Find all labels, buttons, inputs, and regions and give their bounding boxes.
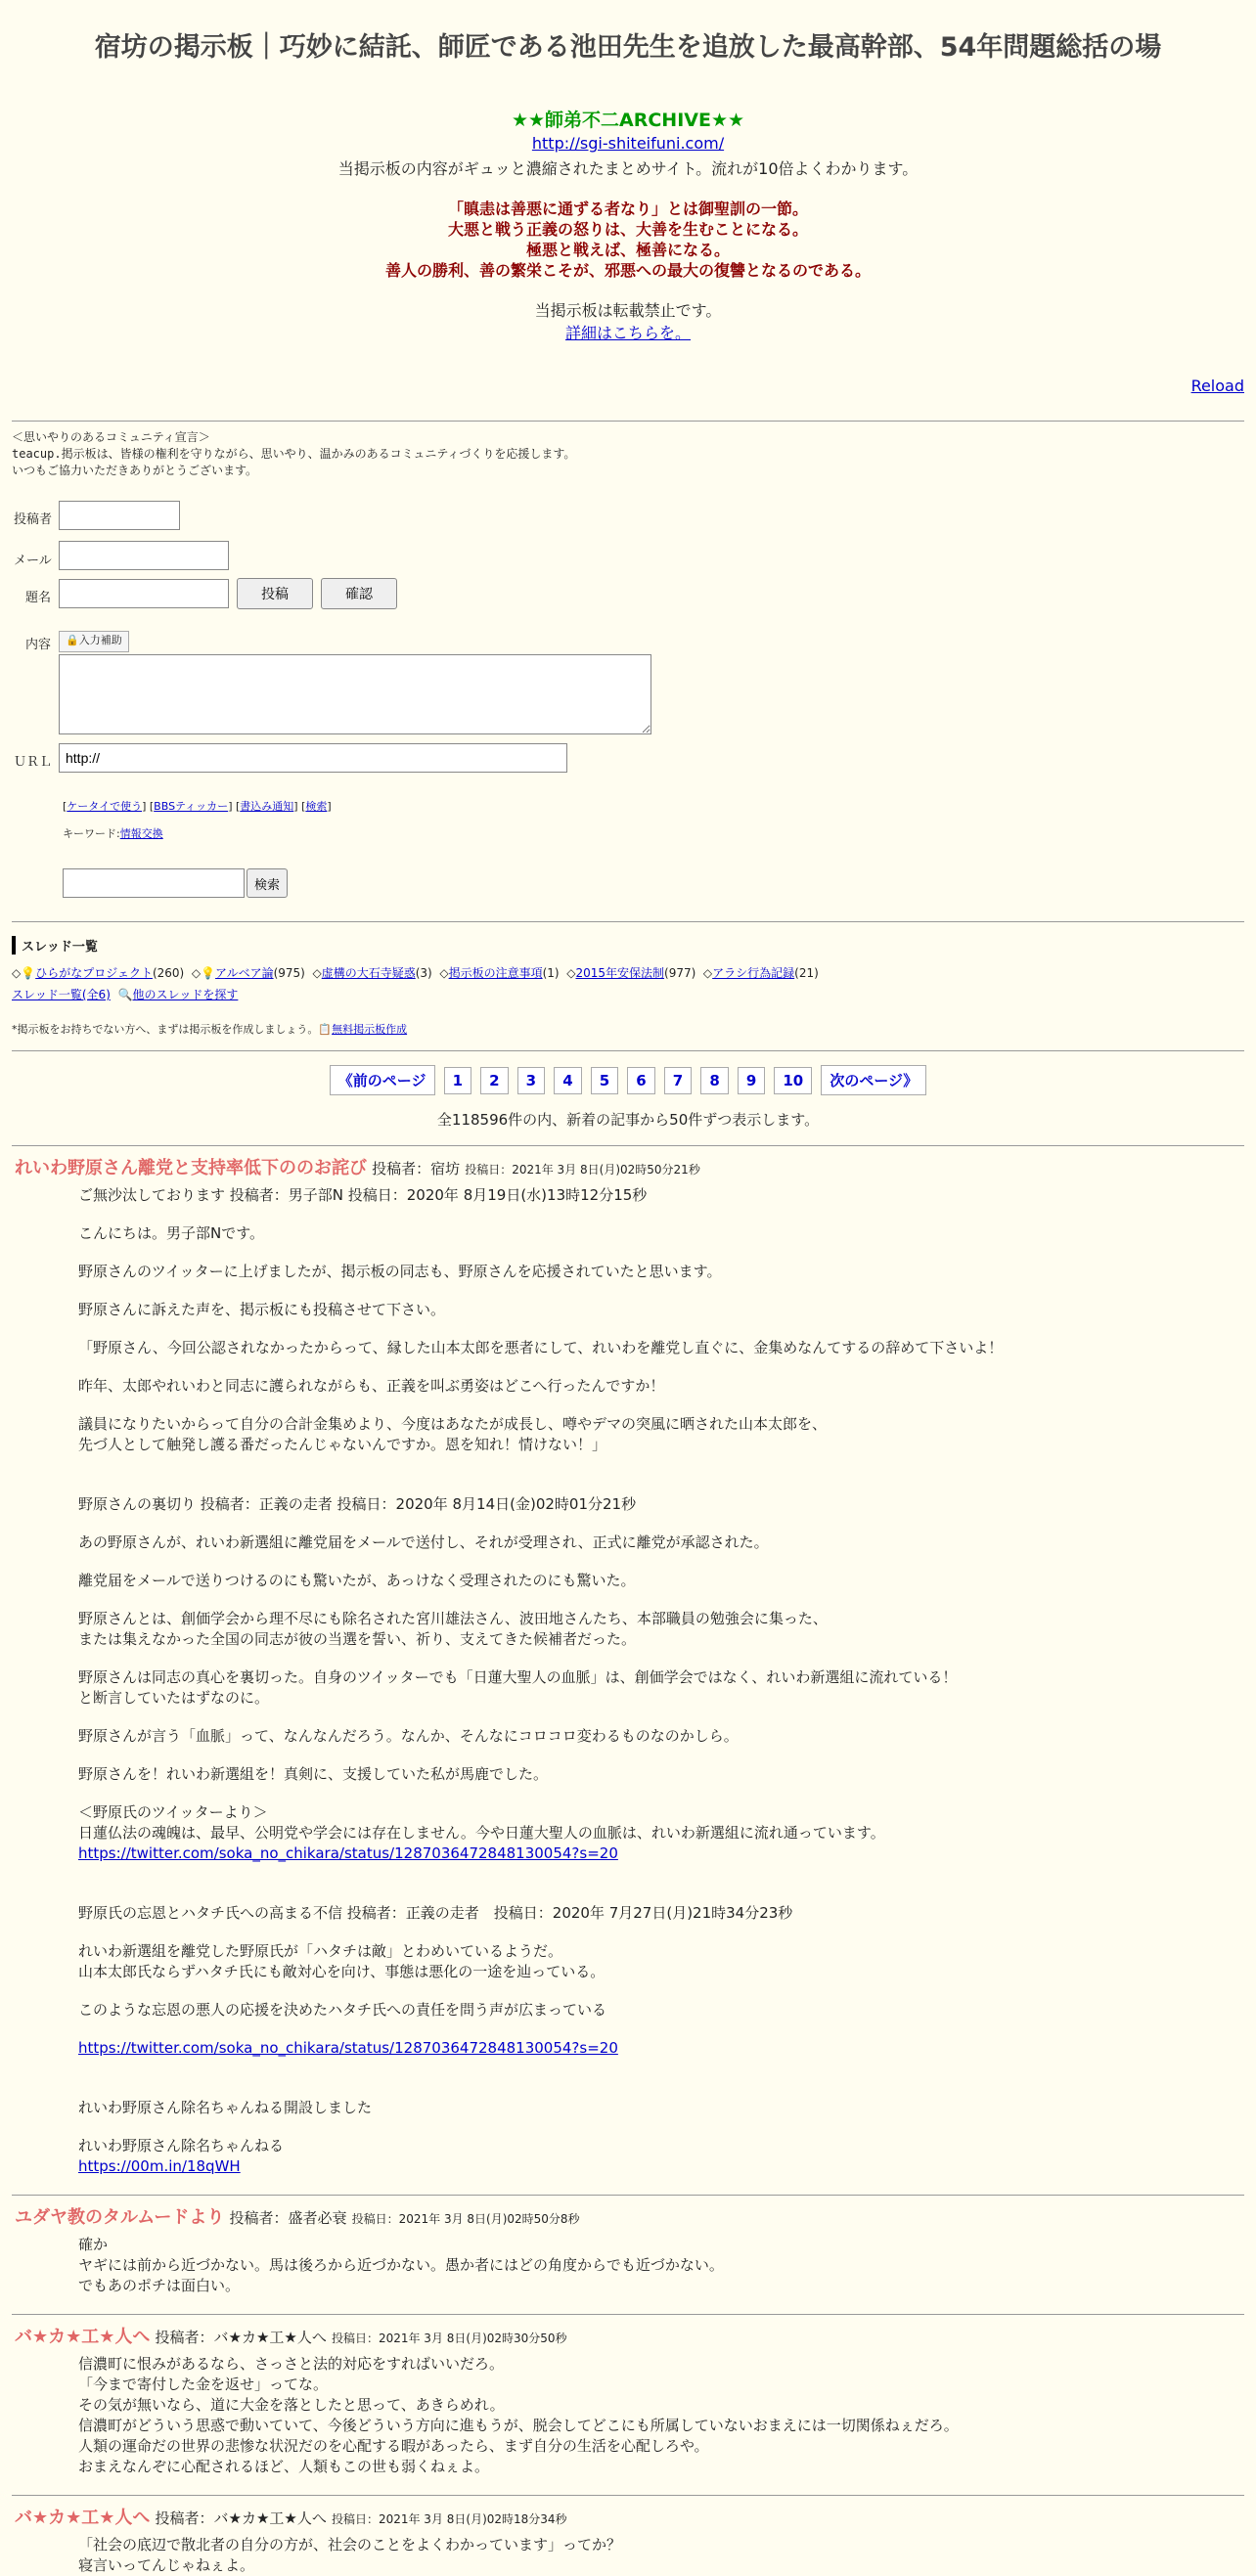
teacup-label: teacup. bbox=[12, 447, 62, 461]
subject-input[interactable] bbox=[59, 579, 229, 608]
post-paragraph: 野原さんは同志の真心を裏切った。自身のツイッターでも「日蓮大聖人の血脈」は、創価学会ではなく、れいわ新選組に流れている！ と断言していたはずなのに。 bbox=[78, 1668, 958, 1707]
divider bbox=[12, 1145, 1244, 1146]
divider bbox=[12, 2495, 1244, 2496]
bulb-icon: 💡 bbox=[21, 966, 36, 980]
page-7-button[interactable]: 7 bbox=[664, 1067, 692, 1094]
mail-label: メール bbox=[14, 554, 52, 568]
post-title: ユダヤ教のタルムードより bbox=[15, 2207, 225, 2228]
divider bbox=[12, 921, 1244, 922]
thread-link[interactable]: 掲示板の注意事項 bbox=[448, 966, 543, 980]
divider bbox=[12, 421, 1244, 422]
mail-input[interactable] bbox=[59, 541, 229, 570]
post-body bbox=[78, 2235, 1244, 2296]
keyword-link[interactable]: 情報交換 bbox=[119, 827, 163, 840]
post-paragraph: 野原さんのツイッターに上げましたが、掲示板の同志も、野原さんを応援されていたと思います。 bbox=[78, 1263, 722, 1280]
thread-count: (3) bbox=[415, 966, 432, 980]
declaration-thanks: いつもご協力いただきありがとうございます。 bbox=[12, 464, 258, 477]
thread-link[interactable]: 虚構の大石寺疑惑 bbox=[321, 966, 416, 980]
all-threads-link[interactable]: スレッド一覧(全6) bbox=[12, 988, 111, 1001]
input-helper-label: 入力補助 bbox=[78, 634, 122, 646]
thread-count: (975) bbox=[273, 966, 305, 980]
declaration-body: 掲示板は、皆様の権利を守りながら、思いやり、温かみのあるコミュニティづくりを応援します。 bbox=[61, 447, 576, 461]
post-paragraph: 信濃町に恨みがあるなら、さっさと法的対応をすればいいだろ。 「今まで寄付した金を返せ」ってな。 その気が無いなら、道に大金を落としたと思って、あきらめれ。 信濃町がどういう思惑で動いていて、今後どういう方向に進もうが、脱会してどこにも所属していないおまえには一切関係ねぇだろ。 人類の運命だの世界の悲惨な状況だのを心配する暇があったら、まず自分の生活を心配しろや。 おまえなんぞに心配されるほど、人類もこの世も弱くねぇよ。 bbox=[78, 2355, 959, 2475]
page-9-button[interactable]: 9 bbox=[738, 1067, 765, 1094]
poster-label: 投稿者 bbox=[14, 512, 53, 527]
thread-count: (1) bbox=[542, 966, 560, 980]
post-date: 投稿日：2021年 3月 8日(月)02時30分50秒 bbox=[331, 2332, 567, 2345]
search-link[interactable]: 検索 bbox=[305, 800, 328, 813]
reload-link[interactable]: Reload bbox=[1190, 377, 1244, 395]
quote-block bbox=[12, 199, 1244, 281]
subject-label: 題名 bbox=[25, 591, 52, 605]
quote-line: 大悪と戦う正義の怒りは、大善を生むことになる。 bbox=[447, 220, 808, 239]
divider bbox=[12, 1050, 1244, 1051]
thread-list-heading: スレッド一覧 bbox=[12, 936, 1244, 955]
post-paragraph: 昨年、太郎やれいわと同志に護られながらも、正義を叫ぶ勇姿はどこへ行ったんですか！ bbox=[78, 1377, 665, 1395]
search-input[interactable] bbox=[63, 868, 245, 898]
divider bbox=[12, 2314, 1244, 2315]
post-link[interactable]: https://00m.in/18qWH bbox=[78, 2157, 241, 2175]
community-declaration bbox=[12, 429, 1244, 479]
content-textarea[interactable] bbox=[59, 654, 651, 734]
post-list bbox=[12, 1145, 1244, 2576]
quote-line: 善人の勝利、善の繁栄こそが、邪悪への最大の復讐となるのである。 bbox=[384, 261, 871, 280]
post-body bbox=[78, 1185, 1244, 2177]
ticker-link[interactable]: BBSティッカー bbox=[154, 800, 229, 813]
quote-line: 極悪と戦えば、極善になる。 bbox=[525, 241, 730, 259]
post-body bbox=[78, 2535, 1244, 2576]
post-header bbox=[12, 2323, 1244, 2348]
search-icon: 🔍 bbox=[117, 988, 133, 1001]
total-count: 全118596件の内、新着の記事から50件ずつ表示します。 bbox=[436, 1111, 820, 1129]
post-paragraph: 「野原さん、今回公認されなかったからって、縁した山本太郎を悪者にして、れいわを離党し直ぐに、金集めなんてするの辞めて下さいよ！ bbox=[78, 1339, 1004, 1356]
keyword-row bbox=[63, 825, 163, 841]
post-date: 投稿日：2021年 3月 8日(月)02時50分21秒 bbox=[465, 1163, 700, 1177]
search-button[interactable]: 検索 bbox=[247, 868, 288, 898]
archive-link[interactable]: http://sgi-shiteifuni.com/ bbox=[531, 134, 725, 153]
post-paragraph: 議員になりたいからって自分の合計金集めより、今度はあなたが成長し、噂やデマの突風に晒された山本太郎を、 先づ人として触発し護る番だったんじゃないんですか。恩を知れ！情けない！」 bbox=[78, 1415, 828, 1453]
post-header bbox=[12, 1154, 1244, 1179]
mobile-link[interactable]: ケータイで使う bbox=[67, 800, 143, 813]
post bbox=[12, 2323, 1244, 2477]
create-board-link[interactable]: 無料掲示板作成 bbox=[332, 1023, 408, 1036]
post bbox=[12, 2203, 1244, 2296]
post-paragraph: 野原氏の忘恩とハタチ氏への高まる不信 投稿者：正義の走者 投稿日：2020年 7月27日(月)21時34分23秒 bbox=[78, 1904, 793, 1922]
post-header bbox=[12, 2203, 1244, 2229]
post-title: バ★カ★工★人へ bbox=[15, 2508, 151, 2528]
thread-list: ◇💡ひらがなプロジェクト(260) ◇💡アルベア論(975) ◇虚構の大石寺疑惑(3) ◇掲示板の注意事項(1) ◇2015年安保法制(977) ◇アラシ行為記録(21) スレッド一覧(全6) 🔍他のスレッドを探す bbox=[12, 966, 819, 1001]
post-author: 投稿者：バ★カ★工★人へ bbox=[155, 2509, 327, 2527]
thread-count: (21) bbox=[794, 966, 819, 980]
post-link-row bbox=[78, 2038, 1244, 2059]
url-input[interactable] bbox=[59, 743, 567, 773]
pager bbox=[12, 1065, 1244, 1095]
page-4-button[interactable]: 4 bbox=[554, 1067, 581, 1094]
input-helper-button[interactable] bbox=[59, 631, 129, 652]
archive-name: ★★師弟不二ARCHIVE★★ bbox=[511, 110, 745, 131]
bulb-icon: 💡 bbox=[201, 966, 216, 980]
post-paragraph: 「社会の底辺で散北者の自分の方が、社会のことをよくわかっています」ってか？ 寝言いってんじゃねぇよ。 bbox=[78, 2536, 622, 2574]
post-paragraph: れいわ新選組を離党した野原氏が「ハタチは敵」とわめいているようだ。 山本太郎氏ならずハタチ氏にも敵対心を向け、事態は悪化の一途を辿っている。 bbox=[78, 1942, 606, 1980]
thread-count: (260) bbox=[152, 966, 185, 980]
post-paragraph: れいわ野原さん除名ちゃんねる開設しました bbox=[78, 2099, 373, 2116]
post-link-row bbox=[78, 1843, 1244, 1864]
post-paragraph: 離党届をメールで送りつけるのにも驚いたが、あっけなく受理されたのにも驚いた。 bbox=[78, 1572, 636, 1589]
poster-input[interactable] bbox=[59, 501, 180, 530]
post-paragraph: 野原さんが言う「血脈」って、なんなんだろう。なんか、そんなにコロコロ変わるものなのかしら。 bbox=[78, 1727, 739, 1745]
declaration-title: ＜思いやりのあるコミュニティ宣言＞ bbox=[12, 430, 210, 444]
keyword-label: キーワード: bbox=[63, 827, 120, 840]
thread-count: (977) bbox=[664, 966, 696, 980]
post-paragraph: このような忘恩の悪人の応援を決めたハタチ氏への責任を問う声が広まっている bbox=[78, 2001, 607, 2019]
post-paragraph: 確か ヤギには前から近づかない。馬は後ろから近づかない。愚か者にはどの角度からでも近づかない。 でもあのポチは面白い。 bbox=[78, 2236, 724, 2294]
post bbox=[12, 2504, 1244, 2576]
post-author: 投稿者：バ★カ★工★人へ bbox=[155, 2329, 327, 2346]
post-title: バ★カ★工★人へ bbox=[15, 2327, 151, 2347]
post-paragraph: 野原さんの裏切り 投稿者：正義の走者 投稿日：2020年 8月14日(金)02時01分21秒 bbox=[78, 1495, 637, 1513]
thread-link[interactable]: アルベア論 bbox=[215, 966, 274, 980]
prev-page-button[interactable]: 《前のページ bbox=[330, 1065, 435, 1095]
lock-icon: 🔒 bbox=[66, 634, 79, 646]
post-date: 投稿日：2021年 3月 8日(月)02時50分8秒 bbox=[351, 2212, 580, 2226]
post-paragraph: ＜野原氏のツイッターより＞ 日蓮仏法の魂魄は、最早、公明党や学会には存在しません。今や日蓮大聖人の血脈は、れいわ新選組に流れ通っています。 bbox=[78, 1803, 885, 1842]
notify-link[interactable]: 書込み通知 bbox=[240, 800, 294, 813]
post-header bbox=[12, 2504, 1244, 2529]
page-title: 宿坊の掲示板｜巧妙に結託、師匠である池田先生を追放した最高幹部、54年問題総括の場 bbox=[94, 32, 1162, 63]
quote-line: 「瞋恚は善悪に通ずる者なり」とは御聖訓の一節。 bbox=[447, 200, 808, 218]
create-board-note bbox=[12, 1021, 1244, 1037]
page-6-button[interactable]: 6 bbox=[627, 1067, 654, 1094]
post-author: 投稿者：盛者必衰 bbox=[229, 2209, 347, 2227]
page-3-button[interactable]: 3 bbox=[517, 1067, 545, 1094]
other-threads-link[interactable]: 他のスレッドを探す bbox=[132, 988, 239, 1001]
notice-details-link[interactable]: 詳細はこちらを。 bbox=[564, 324, 691, 342]
post bbox=[12, 1154, 1244, 2177]
post-paragraph: ご無沙汰しております 投稿者：男子部N 投稿日：2020年 8月19日(水)13時12分15秒 bbox=[78, 1186, 648, 1204]
page-2-button[interactable]: 2 bbox=[480, 1067, 508, 1094]
divider bbox=[12, 2195, 1244, 2196]
page-8-button[interactable]: 8 bbox=[700, 1067, 728, 1094]
post-link[interactable]: https://twitter.com/soka_no_chikara/status/1287036472848130054?s=20 bbox=[78, 1844, 618, 1862]
board-icon: 📋 bbox=[318, 1023, 333, 1036]
page-10-button[interactable]: 10 bbox=[774, 1067, 812, 1094]
post-title: れいわ野原さん離党と支持率低下ののお詫び bbox=[15, 1158, 367, 1178]
post-paragraph: れいわ野原さん除名ちゃんねる bbox=[78, 2137, 285, 2154]
post-author: 投稿者：宿坊 bbox=[372, 1160, 461, 1177]
thread-link[interactable]: 2015年安保法制 bbox=[575, 966, 665, 980]
post-paragraph: こんにちは。男子部Nです。 bbox=[78, 1224, 265, 1242]
post-paragraph: 野原さんとは、創価学会から理不尽にも除名された宮川雄法さん、波田地さんたち、本部職員の勉強会に集った、 または集えなかった全国の同志が彼の当選を誓い、祈り、支えてきた候補者だった。 bbox=[78, 1610, 828, 1648]
post-paragraph: 野原さんに訴えた声を、掲示板にも投稿させて下さい。 bbox=[78, 1301, 446, 1318]
post-link-row bbox=[78, 2156, 1244, 2177]
next-page-button[interactable]: 次のページ》 bbox=[821, 1065, 926, 1095]
post-form bbox=[12, 501, 1244, 921]
confirm-button[interactable]: 確認 bbox=[321, 578, 397, 609]
thread-link[interactable]: ひらがなプロジェクト bbox=[35, 966, 153, 980]
archive-desc: 当掲示板の内容がギュッと濃縮されたまとめサイト。流れが10倍よくわかります。 bbox=[337, 159, 919, 178]
notice: 当掲示板は転載禁止です。 bbox=[534, 301, 722, 320]
page-5-button[interactable]: 5 bbox=[591, 1067, 618, 1094]
content-label: 内容 bbox=[25, 638, 52, 652]
post-paragraph: 野原さんを！れいわ新選組を！真剣に、支援していた私が馬鹿でした。 bbox=[78, 1765, 549, 1783]
post-paragraph: あの野原さんが、れいわ新選組に離党届をメールで送付し、それが受理され、正式に離党が承認された。 bbox=[78, 1533, 769, 1551]
page-1-button[interactable]: 1 bbox=[444, 1067, 471, 1094]
post-body bbox=[78, 2354, 1244, 2477]
submit-button[interactable]: 投稿 bbox=[237, 578, 313, 609]
thread-link[interactable]: アラシ行為記録 bbox=[712, 966, 795, 980]
form-links: [ケータイで使う] [BBSティッカー] [書込み通知] [検索] bbox=[63, 800, 332, 813]
post-date: 投稿日：2021年 3月 8日(月)02時18分34秒 bbox=[331, 2512, 567, 2526]
post-link[interactable]: https://twitter.com/soka_no_chikara/status/1287036472848130054?s=20 bbox=[78, 2039, 618, 2057]
create-note-text: *掲示板をお持ちでない方へ、まずは掲示板を作成しましょう。 bbox=[12, 1023, 319, 1036]
declaration-text bbox=[12, 446, 1244, 463]
url-label: ＵＲＬ bbox=[14, 755, 53, 770]
